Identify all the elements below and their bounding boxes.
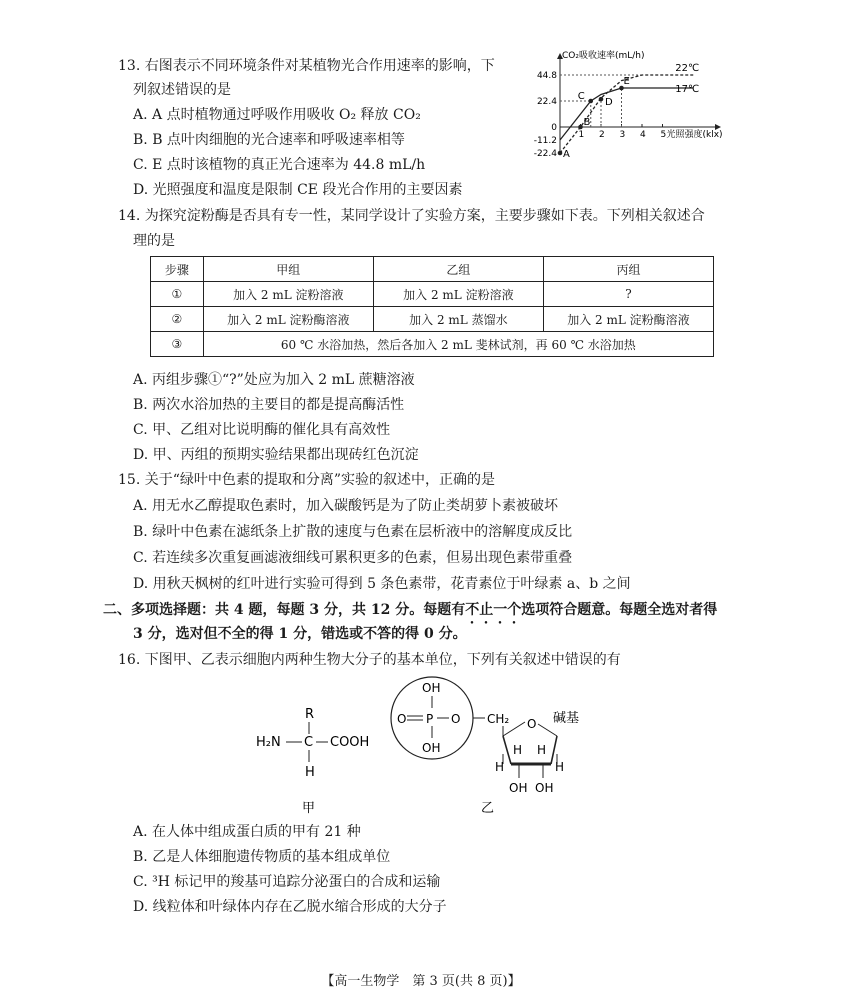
section2-heading: 二、多项选择题：共 4 题，每题 3 分，共 12 分。每题有不止一个选项符合题意。每题全选对者得 (103, 602, 718, 618)
q14-option-d: D. 甲、丙组的预期实验结果都出现砖红色沉淀 (133, 447, 419, 463)
y-axis-label: CO₂吸收速率(mL/h) (562, 51, 645, 61)
hydroxyl-label: OH (509, 781, 528, 795)
carboxyl-group-label: COOH (330, 735, 370, 750)
ring-h-label: H (537, 743, 547, 757)
data-point (578, 125, 583, 130)
table-header-cell: 甲组 (203, 257, 373, 282)
y-tick-label: 44.8 (536, 71, 557, 81)
q13-option-c: C. E 点时该植物的真正光合速率为 44.8 mL/h (133, 157, 426, 173)
section2-line2: 3 分，选对但不全的得 1 分，错选或不答的得 0 分。 (133, 626, 467, 642)
amino-acid-structure (250, 700, 380, 820)
y-tick-label: 22.4 (536, 97, 557, 107)
ring-h-label: H (495, 760, 505, 774)
table-header-cell: 丙组 (543, 257, 713, 282)
q15-option-b: B. 绿叶中色素在滤纸条上扩散的速度与色素在层析液中的溶解度成反比 (133, 524, 573, 540)
x-axis-label: 光照强度(klx) (666, 130, 723, 140)
jia-label: 甲 (302, 801, 316, 816)
q16-option-b: B. 乙是人体细胞遗传物质的基本组成单位 (133, 849, 391, 865)
table-cell: 加入 2 mL 蒸馏水 (373, 307, 543, 332)
photosynthesis-chart (520, 48, 730, 170)
phosphate-o-double: O (397, 712, 407, 726)
q13-option-d: D. 光照强度和温度是限制 CE 段光合作用的主要因素 (133, 182, 463, 198)
point-label: C (577, 91, 585, 102)
q16-option-c: C. ³H 标记甲的羧基可追踪分泌蛋白的合成和运输 (133, 874, 441, 890)
data-point (558, 151, 563, 156)
q16-option-a: A. 在人体中组成蛋白质的甲有 21 种 (133, 824, 361, 840)
page-footer: 【高一生物学 第 3 页(共 8 页)】 (321, 974, 521, 989)
point-label: B (583, 117, 591, 128)
x-tick-label: 3 (619, 130, 626, 140)
q16-option-d: D. 线粒体和叶绿体内存在乙脱水缩合形成的大分子 (133, 899, 447, 915)
q15-option-d: D. 用秋天枫树的红叶进行实验可得到 5 条色素带，花青素位于叶绿素 a、b 之间 (133, 576, 631, 592)
q15-option-a: A. 用无水乙醇提取色素时，加入碳酸钙是为了防止类胡萝卜素被破坏 (133, 498, 559, 514)
table-cell: ? (543, 282, 713, 307)
point-label: E (623, 76, 630, 87)
point-label: D (605, 97, 613, 109)
table-row (151, 332, 714, 357)
q14-stem-line2: 理的是 (133, 233, 175, 249)
y-tick-label: -22.4 (533, 149, 557, 159)
q14-stem-line1: 14. 为探究淀粉酶是否具有专一性，某同学设计了实验方案，主要步骤如下表。下列相关叙述合 (118, 208, 705, 224)
table-row (151, 307, 714, 332)
hydrogen-label: H (305, 765, 315, 780)
ch2-label: CH₂ (487, 712, 510, 726)
table-cell: 加入 2 mL 淀粉酶溶液 (203, 307, 373, 332)
series-label: 17℃ (675, 84, 700, 95)
phosphate-o-bridge: O (451, 712, 461, 726)
x-tick-label: 1 (578, 130, 585, 140)
yi-label: 乙 (481, 801, 495, 816)
base-label: 碱基 (553, 711, 580, 726)
x-tick-label: 2 (599, 130, 605, 140)
ring-h-label: H (555, 760, 565, 774)
phosphate-oh-top: OH (422, 681, 441, 695)
table-cell: 60 ℃ 水浴加热，然后各加入 2 mL 斐林试剂，再 60 ℃ 水浴加热 (203, 332, 713, 357)
emphasis-text: 不止一个 (465, 602, 522, 618)
hydroxyl-label: OH (535, 781, 554, 795)
y-tick-label: -11.2 (533, 136, 557, 146)
table-header-cell: 乙组 (373, 257, 543, 282)
ring-oxygen-label: O (527, 717, 537, 731)
q13-option-a: A. A 点时植物通过呼吸作用吸收 O₂ 释放 CO₂ (133, 107, 421, 123)
table-header-cell: 步骤 (151, 257, 204, 282)
table-cell: 加入 2 mL 淀粉溶液 (203, 282, 373, 307)
x-tick-label: 4 (640, 130, 646, 140)
series-label: 22℃ (675, 63, 700, 74)
q14-option-c: C. 甲、乙组对比说明酶的催化具有高效性 (133, 422, 391, 438)
data-point (588, 99, 593, 104)
point-label: A (563, 149, 570, 160)
q14-option-a: A. 丙组步骤①“?”处应为加入 2 mL 蔗糖溶液 (133, 372, 415, 388)
table-cell: 加入 2 mL 淀粉溶液 (373, 282, 543, 307)
nucleotide-structure (385, 676, 585, 820)
q13-stem-line2: 列叙述错误的是 (133, 82, 231, 98)
amino-group-label: H₂N (256, 735, 281, 750)
y-tick-label: 0 (551, 123, 557, 133)
table-row (151, 282, 714, 307)
table-cell: ③ (151, 332, 204, 357)
x-tick-label: 5 (660, 130, 667, 140)
q15-option-c: C. 若连续多次重复画滤液细线可累积更多的色素，但易出现色素带重叠 (133, 550, 573, 566)
table-cell: ① (151, 282, 204, 307)
q16-stem: 16. 下图甲、乙表示细胞内两种生物大分子的基本单位，下列有关叙述中错误的有 (118, 652, 621, 668)
phosphate-oh-bottom: OH (422, 741, 441, 755)
q13-stem-line1: 13. 右图表示不同环境条件对某植物光合作用速率的影响，下 (118, 58, 495, 74)
data-point (599, 97, 604, 102)
r-group-label: R (305, 707, 315, 722)
experiment-table (150, 256, 714, 357)
ring-h-label: H (513, 743, 523, 757)
alpha-carbon-label: C (304, 735, 314, 750)
q15-stem: 15. 关于“绿叶中色素的提取和分离”实验的叙述中，正确的是 (118, 472, 496, 488)
table-header-row (151, 257, 714, 282)
phosphorus-label: P (426, 712, 434, 726)
table-cell: ② (151, 307, 204, 332)
q13-option-b: B. B 点叶肉细胞的光合速率和呼吸速率相等 (133, 132, 405, 148)
q14-option-b: B. 两次水浴加热的主要目的都是提高酶活性 (133, 397, 405, 413)
table-cell: 加入 2 mL 淀粉酶溶液 (543, 307, 713, 332)
